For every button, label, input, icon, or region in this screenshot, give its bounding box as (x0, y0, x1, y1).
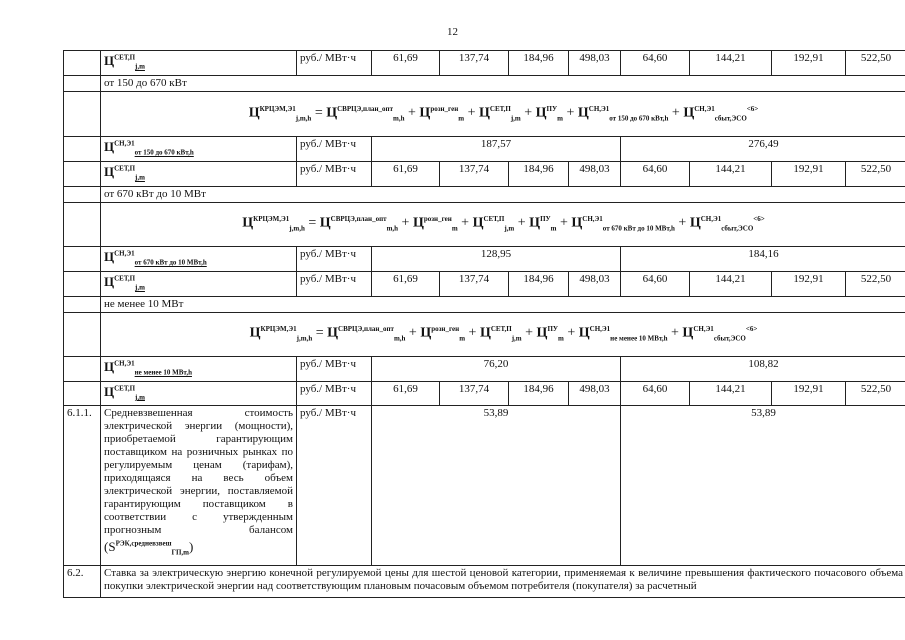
formula-g3: $Ц^{КРЦЭМ,Э1}_{j,m,h} = Ц^{СВРЦЭ,план\_опт}_{m,h} + Ц^{розн\_ген}_m + Ц^{СЕТ,П}_{j,m} + Ц^{ПУ}_m + Ц^{СН,Э1}_{не менее 10 МВт,h} + Ц^{СН,Э1}_{сбыт,ЭСО}^{<6>}$ (101, 312, 905, 356)
value-cell: 498,03 (569, 51, 621, 76)
row-number-cell (64, 51, 101, 76)
table-row (64, 312, 905, 356)
row-number-cell (64, 136, 101, 161)
unit-cell: руб./ МВт·ч (297, 51, 372, 76)
table-row (64, 75, 905, 91)
value-cell: 522,50 (846, 271, 905, 296)
table-row (64, 202, 905, 246)
value-cell: 64,60 (621, 161, 690, 186)
tsc-set-symbol: $Ц^{СЕТ,П}_{j,m}$ (104, 53, 145, 71)
symbol-cell (101, 381, 297, 406)
table-row (64, 566, 905, 598)
value-cell: 61,69 (372, 381, 440, 406)
value-cell: 64,60 (621, 271, 690, 296)
symbol-cell (101, 51, 297, 76)
value-cell: 192,91 (772, 51, 846, 76)
table-row (64, 136, 905, 161)
unit-cell: руб./ МВт·ч (297, 271, 372, 296)
value-cell: 192,91 (772, 161, 846, 186)
value-cell: 184,96 (509, 381, 569, 406)
page-number: 12 (447, 26, 458, 38)
group-label: от 670 кВт до 10 МВт (101, 186, 905, 202)
row-number-cell (64, 381, 101, 406)
value-cell: 61,69 (372, 271, 440, 296)
tsc-sn-symbol: $Ц^{СН,Э1}_{не менее 10 МВт,h}$ (104, 358, 192, 377)
value-cell: 184,16 (621, 246, 905, 271)
value-cell: 53,89 (621, 406, 905, 566)
value-cell: 184,96 (509, 271, 569, 296)
value-cell: 64,60 (621, 381, 690, 406)
value-cell: 522,50 (846, 381, 905, 406)
row-number-cell (64, 186, 101, 202)
value-cell: 144,21 (690, 271, 772, 296)
value-cell: 184,96 (509, 161, 569, 186)
unit-cell: руб./ МВт·ч (297, 406, 372, 566)
value-cell: 64,60 (621, 51, 690, 76)
row-number-cell (64, 202, 101, 246)
symbol-cell (101, 356, 297, 381)
unit-cell: руб./ МВт·ч (297, 246, 372, 271)
value-cell: 144,21 (690, 51, 772, 76)
group-label: не менее 10 МВт (101, 296, 905, 312)
value-cell: 144,21 (690, 161, 772, 186)
tsc-set-symbol: $Ц^{СЕТ,П}_{j,m}$ (104, 383, 145, 402)
table-row (64, 51, 905, 76)
value-cell: 184,96 (509, 51, 569, 76)
value-cell: 498,03 (569, 271, 621, 296)
unit-cell: руб./ МВт·ч (297, 356, 372, 381)
row-number-cell: 6.2. (64, 566, 101, 598)
value-cell: 137,74 (440, 271, 509, 296)
row-number-cell (64, 296, 101, 312)
row-number-cell (64, 75, 101, 91)
value-cell: 61,69 (372, 51, 440, 76)
value-cell: 498,03 (569, 381, 621, 406)
unit-cell: руб./ МВт·ч (297, 161, 372, 186)
table-row (64, 246, 905, 271)
value-cell: 108,82 (621, 356, 905, 381)
table-row (64, 381, 905, 406)
symbol-cell (101, 271, 297, 296)
row-number-cell (64, 271, 101, 296)
value-cell: 137,74 (440, 51, 509, 76)
value-cell: 61,69 (372, 161, 440, 186)
value-cell: 522,50 (846, 51, 905, 76)
value-cell: 53,89 (372, 406, 621, 566)
section-text: Ставка за электрическую энергию конечной регулируемой цены для шестой ценовой категории, применяемая к величине превышения фактического почасового объема покупки электрической энергии над соответствующим плановым почасовым объемом потребителя (покупателя) за расчетный (101, 566, 905, 598)
unit-cell: руб./ МВт·ч (297, 136, 372, 161)
value-cell: 522,50 (846, 161, 905, 186)
row-number-cell (64, 161, 101, 186)
value-cell: 137,74 (440, 381, 509, 406)
value-cell: 192,91 (772, 381, 846, 406)
tsc-sn-symbol: $Ц^{СН,Э1}_{от 150 до 670 кВт,h}$ (104, 139, 194, 157)
row-number-cell (64, 312, 101, 356)
value-cell: 276,49 (621, 136, 905, 161)
row-number-cell (64, 356, 101, 381)
value-cell: 192,91 (772, 271, 846, 296)
table-row (64, 356, 905, 381)
table-row (64, 91, 905, 136)
group-label: от 150 до 670 кВт (101, 75, 905, 91)
tsc-set-symbol: $Ц^{СЕТ,П}_{j,m}$ (104, 274, 145, 292)
table-row (64, 186, 905, 202)
tariff-table (63, 50, 905, 598)
table-row (64, 271, 905, 296)
value-cell: 137,74 (440, 161, 509, 186)
weighted-cost-symbol: $(S^{РЭК,средневзвеш}_{ГП,m})$ (104, 538, 194, 557)
table-row (64, 296, 905, 312)
table-row (64, 406, 905, 566)
description-cell: Средневзвешенная стоимость электрической энергии (мощности), приобретаемой гарантирующим поставщиком на розничных рынках по регулируемым ценам (тарифам), приходящаяся на весь объем электрической энергии, поставляемой гарантирующим поставщиком в соответствии с утвержденным прогнозным балансом $(S^{РЭК,средневзвеш}_{ГП,m})$ (101, 406, 297, 566)
value-cell: 187,57 (372, 136, 621, 161)
row-number-cell (64, 246, 101, 271)
tsc-set-symbol: $Ц^{СЕТ,П}_{j,m}$ (104, 164, 145, 182)
symbol-cell (101, 161, 297, 186)
value-cell: 144,21 (690, 381, 772, 406)
row-number-cell: 6.1.1. (64, 406, 101, 566)
formula-g1: $Ц^{КРЦЭМ,Э1}_{j,m,h} = Ц^{СВРЦЭ,план\_опт}_{m,h} + Ц^{розн\_ген}_m + Ц^{СЕТ,П}_{j,m} + Ц^{ПУ}_m + Ц^{СН,Э1}_{от 150 до 670 кВт,h} + Ц^{СН,Э1}_{сбыт,ЭСО}^{<6>}$ (101, 91, 905, 136)
value-cell: 128,95 (372, 246, 621, 271)
table-row (64, 161, 905, 186)
symbol-cell (101, 246, 297, 271)
formula-g2: $Ц^{КРЦЭМ,Э1}_{j,m,h} = Ц^{СВРЦЭ,план\_опт}_{m,h} + Ц^{розн\_ген}_m + Ц^{СЕТ,П}_{j,m} + Ц^{ПУ}_m + Ц^{СН,Э1}_{от 670 кВт до 10 МВт,h} + Ц^{СН,Э1}_{сбыт,ЭСО}^{<6>}$ (101, 202, 905, 246)
tsc-sn-symbol: $Ц^{СН,Э1}_{от 670 кВт до 10 МВт,h}$ (104, 249, 207, 267)
value-cell: 76,20 (372, 356, 621, 381)
value-cell: 498,03 (569, 161, 621, 186)
row-number-cell (64, 91, 101, 136)
unit-cell: руб./ МВт·ч (297, 381, 372, 406)
symbol-cell (101, 136, 297, 161)
